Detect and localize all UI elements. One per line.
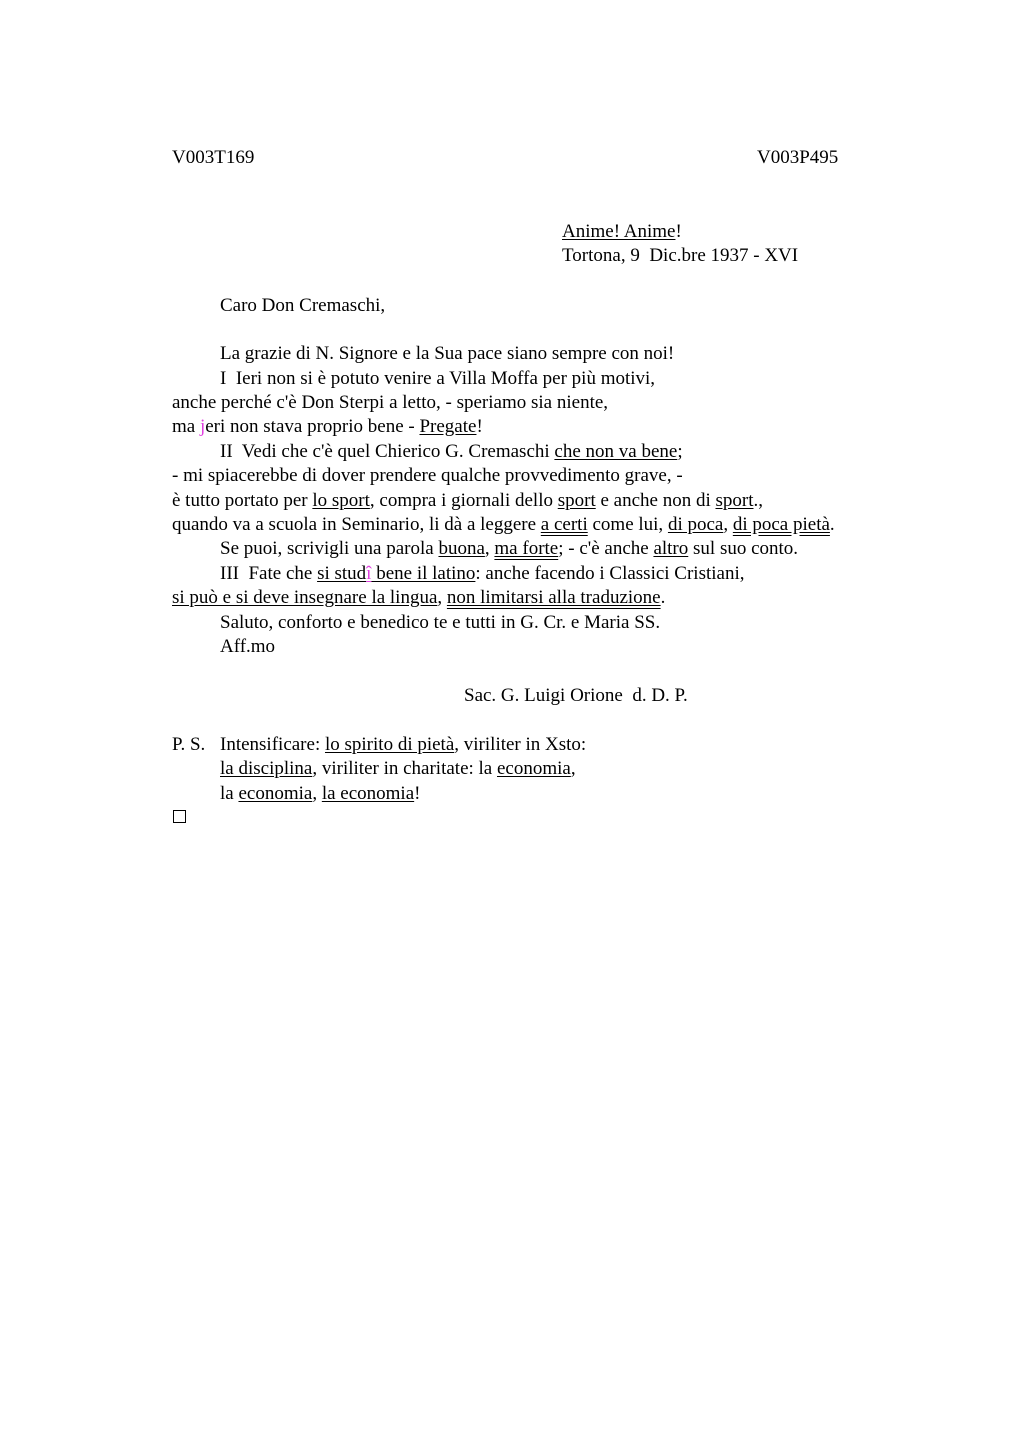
underlined-text: altro: [653, 538, 689, 559]
body-line: [220, 537, 798, 561]
text: ,: [570, 758, 576, 779]
body-line: [172, 513, 835, 537]
underlined-text: buona: [438, 538, 485, 559]
text: , viriliter in Xsto:: [454, 734, 587, 755]
underlined-text: si può e si deve insegnare la lingua: [172, 587, 438, 608]
text: II Vedi che c'è quel Chierico G. Cremaschi: [220, 441, 555, 462]
header-left-code: V003T169: [172, 147, 255, 168]
underlined-text: Pregate: [419, 416, 477, 437]
underlined-text: si stud: [317, 563, 367, 584]
text: ,: [312, 783, 322, 804]
text: Intensificare:: [220, 734, 325, 755]
signature: Sac. G. Luigi Orione d. D. P.: [464, 685, 688, 706]
double-underlined-text: a certi: [540, 514, 588, 535]
body-line: La grazie di N. Signore e la Sua pace siano sempre con noi!: [220, 343, 675, 364]
body-line: [172, 489, 763, 513]
text: Se puoi, scrivigli una parola: [220, 538, 439, 559]
text: sul suo conto.: [688, 538, 799, 559]
ps-line: [220, 782, 420, 806]
text: !: [476, 416, 483, 437]
text: ; - c'è anche: [558, 538, 654, 559]
underlined-text: la disciplina: [220, 758, 313, 779]
underlined-text: economia: [238, 783, 313, 804]
text: eri non stava proprio bene -: [205, 416, 420, 437]
letter-date: Tortona, 9 Dic.bre 1937 - XVI: [562, 245, 799, 266]
body-line: [220, 562, 745, 586]
greeting: Caro Don Cremaschi,: [220, 295, 386, 316]
body-line: - mi spiacerebbe di dover prendere qualche provvedimento grave, -: [172, 465, 683, 486]
motto: [562, 220, 682, 244]
closing: Aff.mo: [220, 636, 276, 657]
text: ,: [437, 587, 447, 608]
text: , compra i giornali dello: [369, 490, 558, 511]
text: ,: [723, 514, 733, 535]
highlighted-letter: j: [199, 416, 206, 437]
text: ,: [484, 538, 495, 559]
double-underlined-text: di poca pietà: [732, 514, 830, 535]
text: .: [829, 514, 835, 535]
underlined-text: la economia: [321, 783, 415, 804]
body-line: anche perché c'è Don Sterpi a letto, - speriamo sia niente,: [172, 392, 609, 413]
highlighted-letter: î: [366, 563, 372, 584]
ps-label: P. S.: [172, 734, 206, 755]
text: : anche facendo i Classici Cristiani,: [475, 563, 745, 584]
header-right-code: V003P495: [757, 147, 839, 168]
underlined-text: sport: [715, 490, 754, 511]
text: III Fate che: [220, 563, 318, 584]
underlined-text: lo sport: [312, 490, 370, 511]
underlined-text: bene il latino: [371, 563, 476, 584]
motto-underlined: Anime! Anime: [562, 221, 676, 242]
end-box-icon: [173, 810, 186, 823]
text: quando va a scuola in Seminario, li dà a leggere: [172, 514, 541, 535]
text: come lui,: [587, 514, 668, 535]
text: ma: [172, 416, 200, 437]
ps-line: [220, 757, 576, 781]
body-line: I Ieri non si è potuto venire a Villa Moffa per più motivi,: [220, 368, 656, 389]
text: , viriliter in charitate: la: [312, 758, 497, 779]
double-underlined-text: ma forte: [494, 538, 559, 559]
text: ;: [677, 441, 683, 462]
text: è tutto portato per: [172, 490, 313, 511]
text: .,: [753, 490, 763, 511]
underlined-text: economia: [497, 758, 571, 779]
body-line: Saluto, conforto e benedico te e tutti in G. Cr. e Maria SS.: [220, 612, 661, 633]
body-line: [172, 415, 483, 439]
underlined-text: lo spirito di pietà: [324, 734, 455, 755]
underlined-text: sport: [557, 490, 596, 511]
text: !: [414, 783, 421, 804]
underlined-text: di poca: [667, 514, 724, 535]
body-line: [172, 586, 665, 610]
text: .: [660, 587, 666, 608]
motto-end: !: [675, 221, 682, 242]
double-underlined-text: non limitarsi alla traduzione: [446, 587, 661, 608]
ps-line: [220, 733, 586, 757]
body-line: [220, 440, 683, 464]
text: e anche non di: [595, 490, 716, 511]
text: la: [220, 783, 239, 804]
underlined-text: che non va bene: [554, 441, 678, 462]
